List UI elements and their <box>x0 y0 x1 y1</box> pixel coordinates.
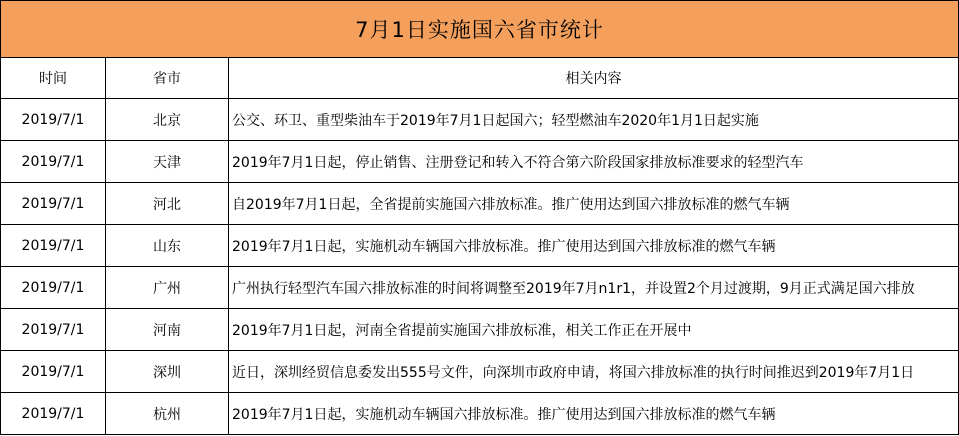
table-row <box>1 141 959 183</box>
cell-province[interactable]: 河南 <box>106 309 229 351</box>
table-row <box>1 225 959 267</box>
table-row <box>1 99 959 141</box>
table-row <box>1 183 959 225</box>
cell-content[interactable]: 公交、环卫、重型柴油车于2019年7月1日起国六；轻型燃油车2020年1月1日起实施 <box>229 99 959 141</box>
cell-date[interactable]: 2019/7/1 <box>1 351 106 393</box>
cell-content[interactable]: 近日，深圳经贸信息委发出555号文件，向深圳市政府申请，将国六排放标准的执行时间推迟到2019年7月1日 <box>229 351 959 393</box>
cell-province[interactable]: 杭州 <box>106 393 229 435</box>
cell-province[interactable]: 山东 <box>106 225 229 267</box>
cell-date[interactable]: 2019/7/1 <box>1 225 106 267</box>
cell-date[interactable]: 2019/7/1 <box>1 99 106 141</box>
cell-province[interactable]: 深圳 <box>106 351 229 393</box>
table-row <box>1 309 959 351</box>
cell-province[interactable]: 北京 <box>106 99 229 141</box>
header-province[interactable]: 省市 <box>106 58 229 99</box>
header-time[interactable]: 时间 <box>1 58 106 99</box>
header-row <box>1 58 959 99</box>
table-row <box>1 351 959 393</box>
cell-date[interactable]: 2019/7/1 <box>1 267 106 309</box>
cell-province[interactable]: 天津 <box>106 141 229 183</box>
cell-content[interactable]: 2019年7月1日起，河南全省提前实施国六排放标准，相关工作正在开展中 <box>229 309 959 351</box>
cell-content[interactable]: 自2019年7月1日起，全省提前实施国六排放标准。推广使用达到国六排放标准的燃气车辆 <box>229 183 959 225</box>
table-row <box>1 393 959 435</box>
cell-province[interactable]: 河北 <box>106 183 229 225</box>
cell-date[interactable]: 2019/7/1 <box>1 309 106 351</box>
table-row <box>1 267 959 309</box>
cell-date[interactable]: 2019/7/1 <box>1 393 106 435</box>
table-title: 7月1日实施国六省市统计 <box>1 1 959 58</box>
cell-content[interactable]: 2019年7月1日起，停止销售、注册登记和转入不符合第六阶段国家排放标准要求的轻型汽车 <box>229 141 959 183</box>
cell-content[interactable]: 2019年7月1日起，实施机动车辆国六排放标准。推广使用达到国六排放标准的燃气车辆 <box>229 393 959 435</box>
cell-province[interactable]: 广州 <box>106 267 229 309</box>
cell-date[interactable]: 2019/7/1 <box>1 183 106 225</box>
cell-date[interactable]: 2019/7/1 <box>1 141 106 183</box>
cell-content[interactable]: 广州执行轻型汽车国六排放标准的时间将调整至2019年7月n1r1，并设置2个月过渡期，9月正式满足国六排放 <box>229 267 959 309</box>
header-content[interactable]: 相关内容 <box>229 58 959 99</box>
cell-content[interactable]: 2019年7月1日起，实施机动车辆国六排放标准。推广使用达到国六排放标准的燃气车辆 <box>229 225 959 267</box>
